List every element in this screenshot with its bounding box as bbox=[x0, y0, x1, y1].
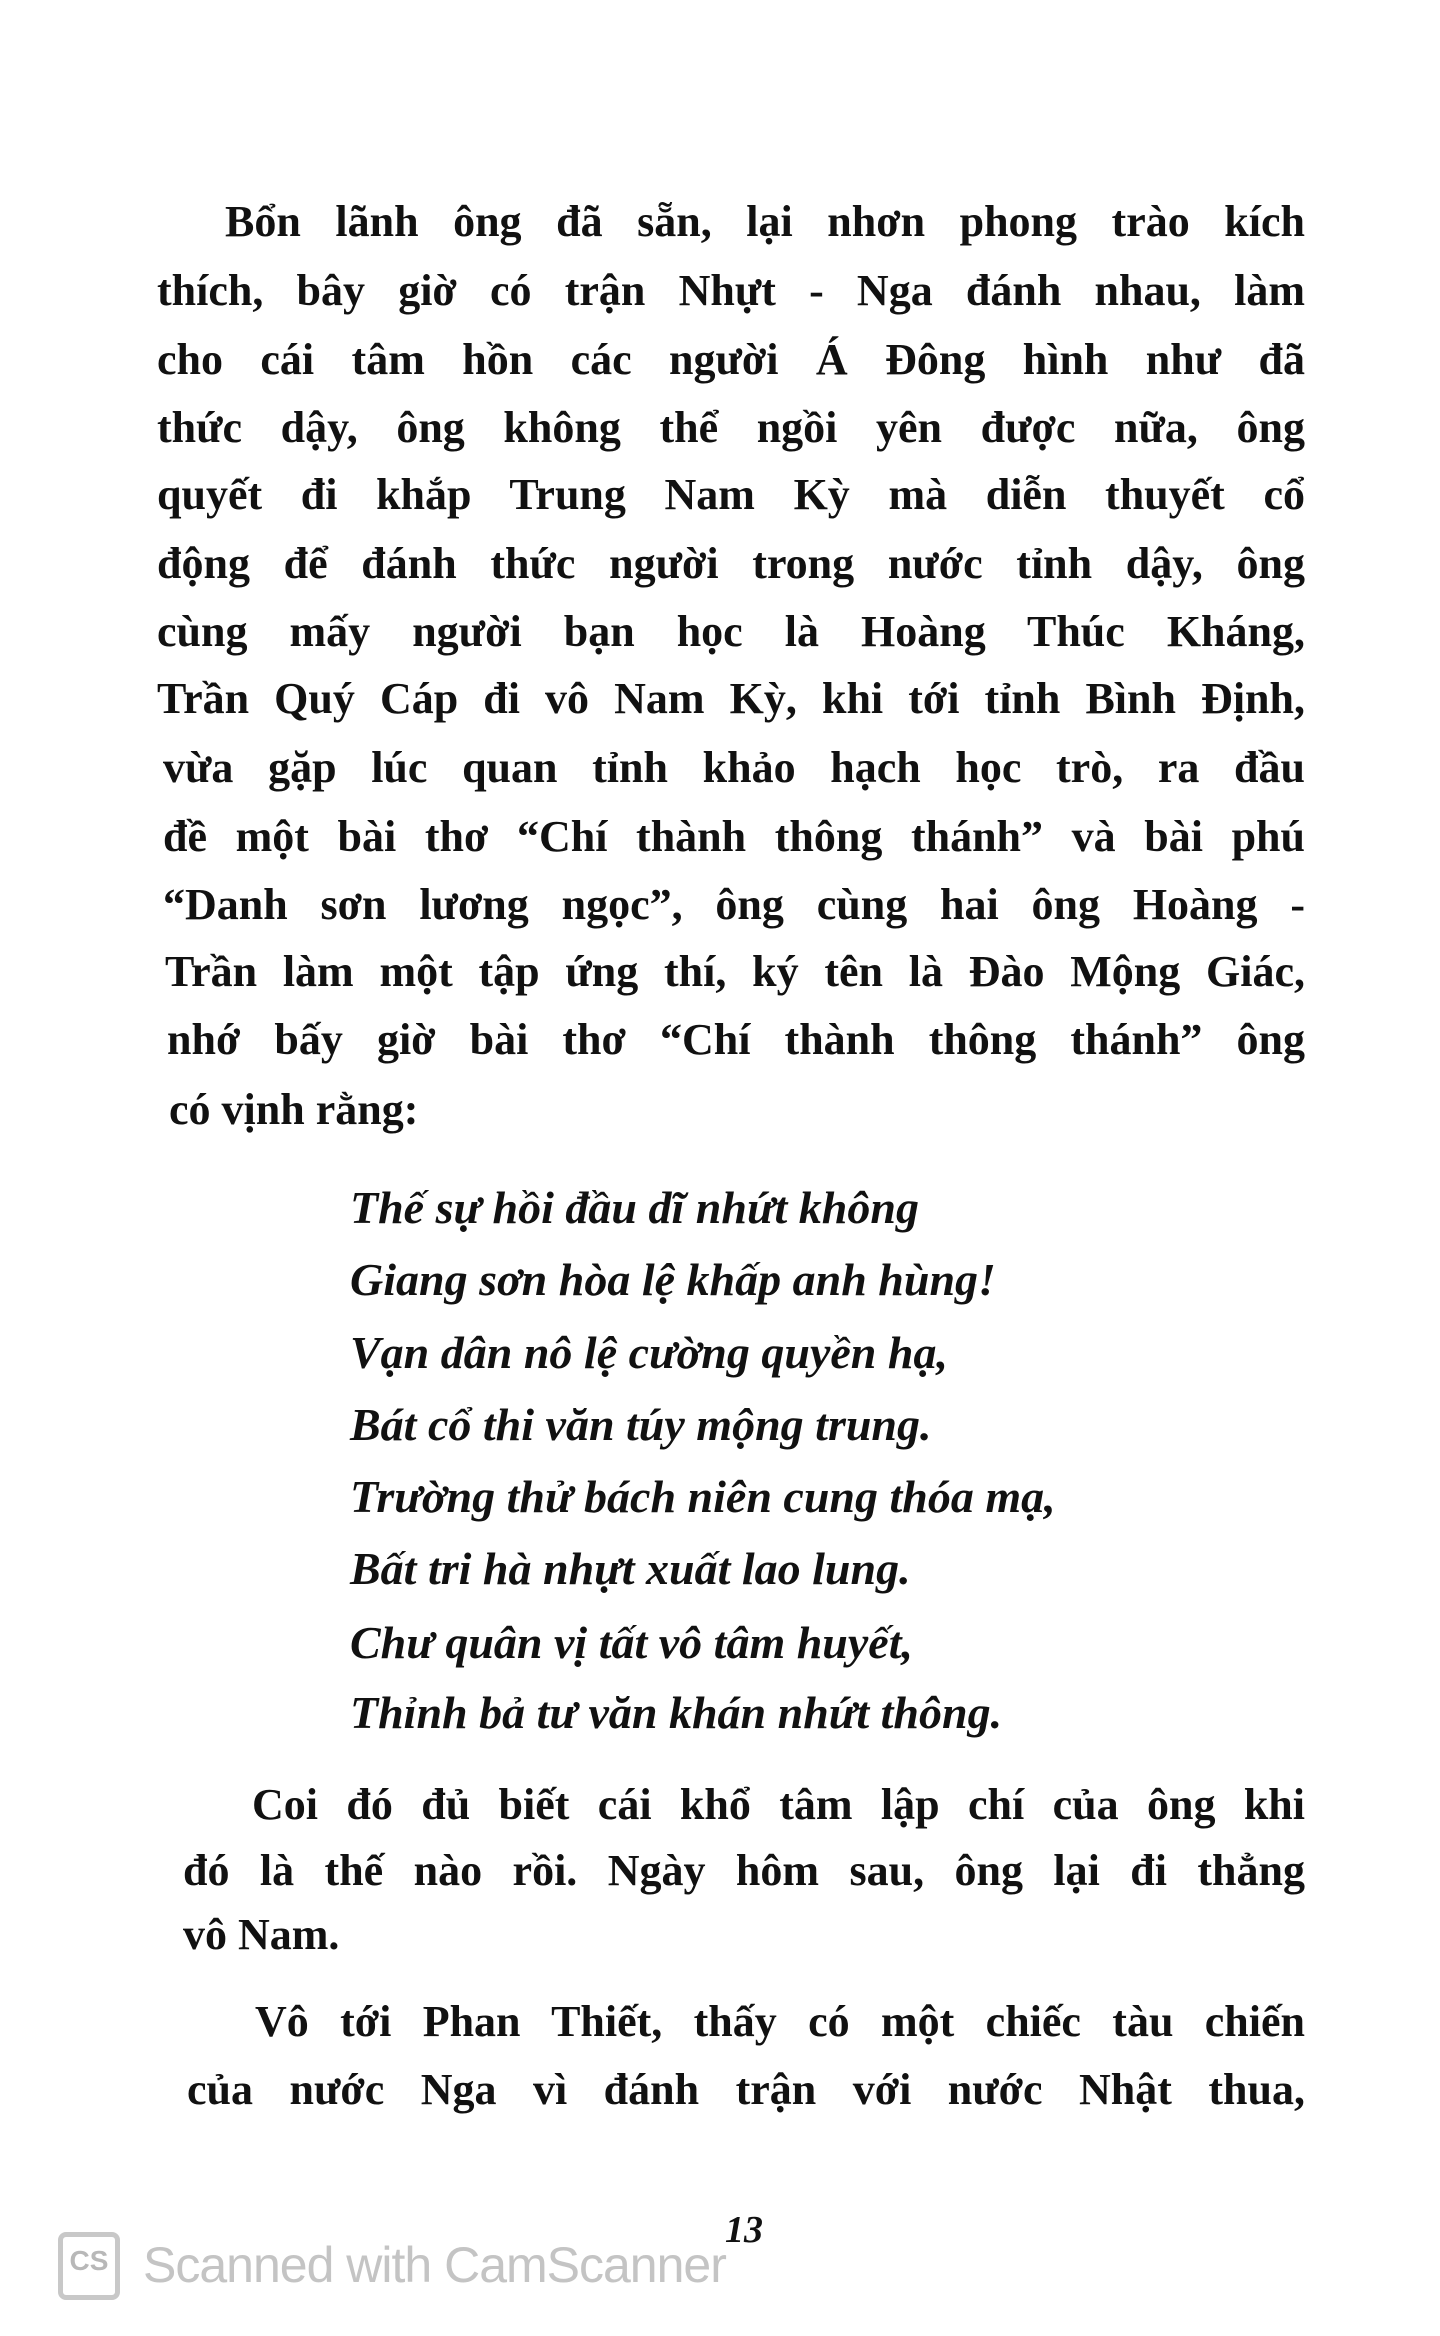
poem-line: Giang sơn hòa lệ khấp anh hùng! bbox=[350, 1254, 996, 1305]
page-number: 13 bbox=[725, 2209, 763, 2251]
text-line: quyết đi khắp Trung Nam Kỳ mà diễn thuyết cổ bbox=[157, 470, 1305, 519]
poem-line: Thế sự hồi đầu dĩ nhứt không bbox=[350, 1182, 919, 1233]
text-line: Bổn lãnh ông đã sẵn, lại nhơn phong trào kích bbox=[225, 197, 1305, 246]
text-line: có vịnh rằng: bbox=[169, 1085, 419, 1134]
text-line: cho cái tâm hồn các người Á Đông hình như đã bbox=[157, 335, 1305, 384]
text-line: Trần Quý Cáp đi vô Nam Kỳ, khi tới tỉnh Bình Định, bbox=[157, 674, 1305, 723]
text-line: của nước Nga vì đánh trận với nước Nhật thua, bbox=[187, 2065, 1305, 2114]
camscanner-watermark: Scanned with CamScanner bbox=[143, 2237, 726, 2293]
poem-line: Trường thử bách niên cung thóa mạ, bbox=[350, 1471, 1056, 1522]
text-line: Vô tới Phan Thiết, thấy có một chiếc tàu chiến bbox=[255, 1997, 1305, 2046]
poem-line: Chư quân vị tất vô tâm huyết, bbox=[350, 1617, 914, 1668]
poem-line: Thỉnh bả tư văn khán nhứt thông. bbox=[350, 1687, 1003, 1738]
text-line: nhớ bấy giờ bài thơ “Chí thành thông thánh” ông bbox=[167, 1015, 1305, 1064]
text-line: động để đánh thức người trong nước tỉnh dậy, ông bbox=[157, 539, 1305, 588]
text-line: đề một bài thơ “Chí thành thông thánh” và bài phú bbox=[163, 812, 1305, 861]
poem-line: Vạn dân nô lệ cường quyền hạ, bbox=[350, 1327, 948, 1378]
text-line: “Danh sơn lương ngọc”, ông cùng hai ông Hoàng - bbox=[163, 880, 1305, 929]
text-line: cùng mấy người bạn học là Hoàng Thúc Kháng, bbox=[157, 607, 1305, 656]
poem-line: Bát cổ thi văn túy mộng trung. bbox=[350, 1399, 932, 1450]
text-line: đó là thế nào rồi. Ngày hôm sau, ông lại đi thẳng bbox=[183, 1846, 1305, 1895]
text-line: vô Nam. bbox=[183, 1910, 340, 1959]
text-line: thích, bây giờ có trận Nhựt - Nga đánh nhau, làm bbox=[157, 266, 1305, 315]
camscanner-logo-icon: CS bbox=[58, 2232, 120, 2300]
text-line: thức dậy, ông không thể ngồi yên được nữa, ông bbox=[157, 403, 1305, 452]
text-line: Coi đó đủ biết cái khổ tâm lập chí của ông khi bbox=[252, 1780, 1305, 1829]
poem-line: Bất tri hà nhựt xuất lao lung. bbox=[350, 1543, 911, 1594]
text-line: vừa gặp lúc quan tỉnh khảo hạch học trò, ra đầu bbox=[163, 743, 1305, 792]
text-line: Trần làm một tập ứng thí, ký tên là Đào Mộng Giác, bbox=[165, 947, 1305, 996]
